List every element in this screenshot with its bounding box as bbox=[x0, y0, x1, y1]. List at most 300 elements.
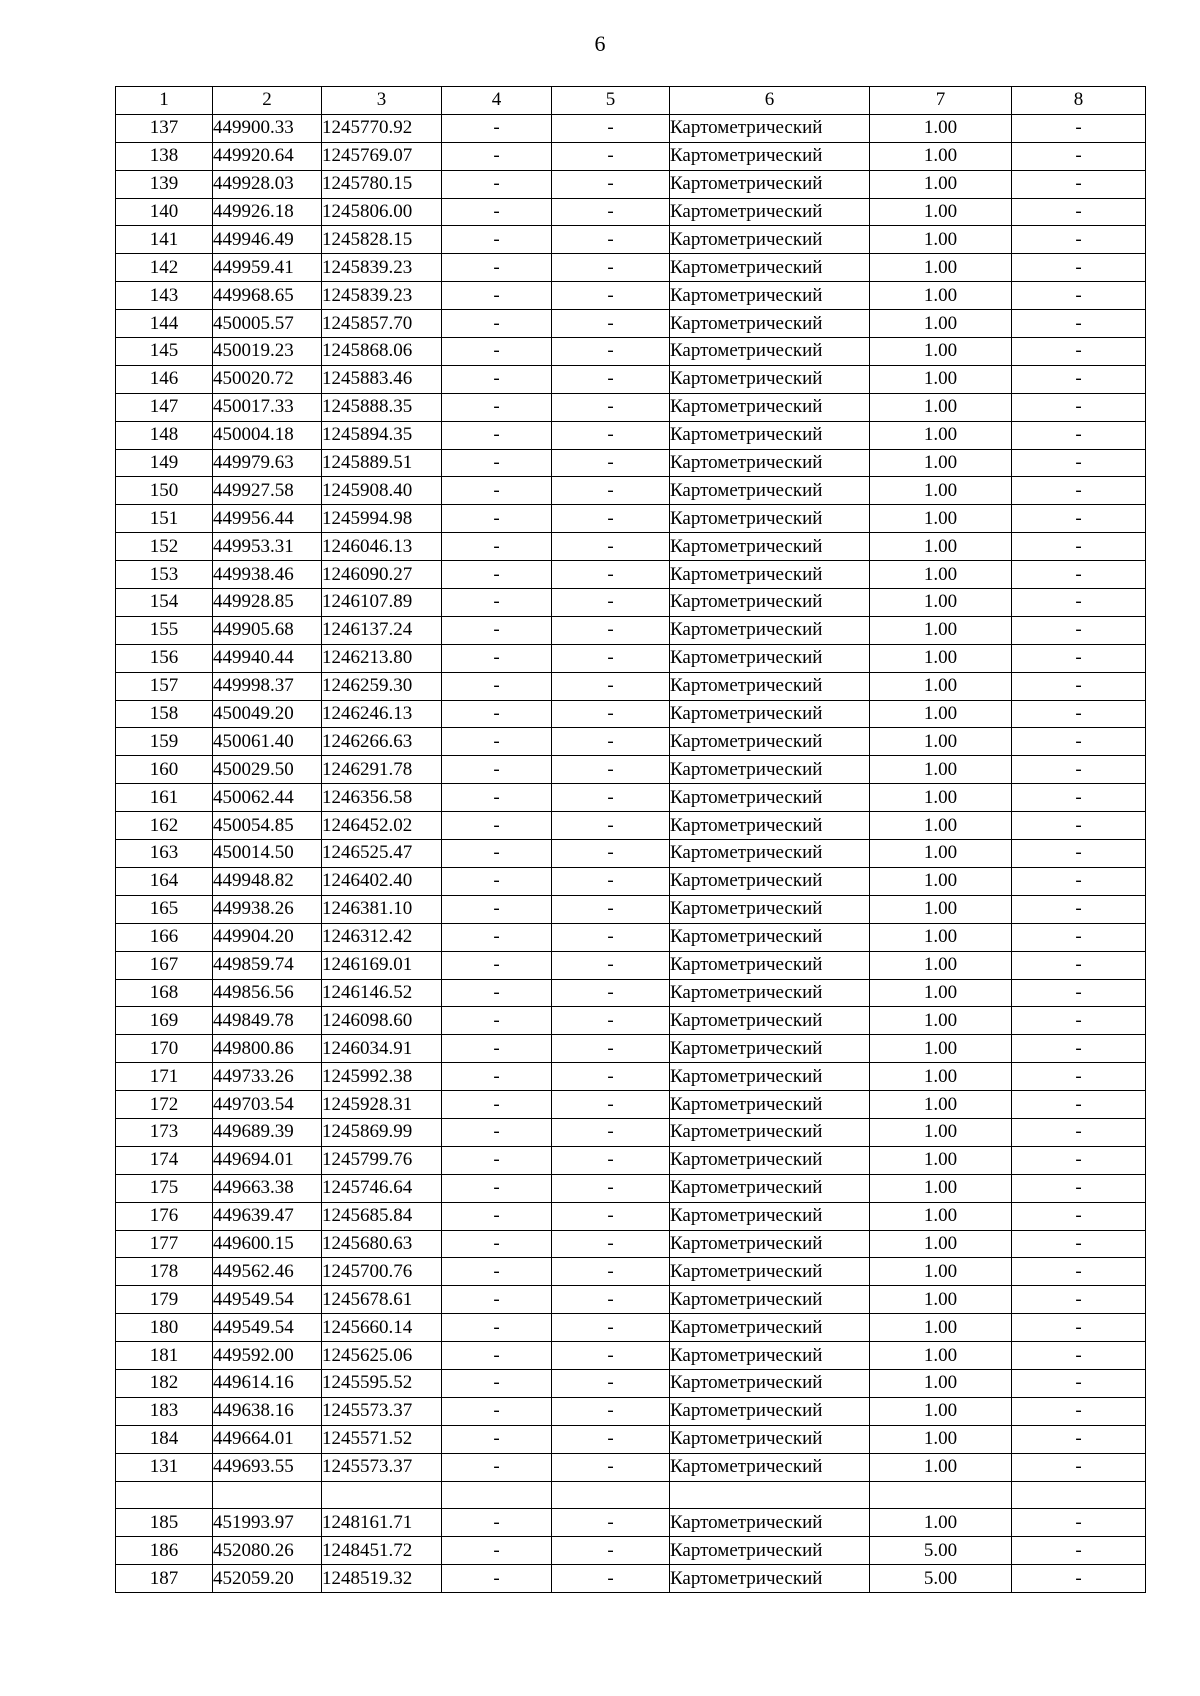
column-header: 7 bbox=[870, 87, 1012, 115]
table-cell: Картометрический bbox=[670, 338, 870, 366]
table-cell: - bbox=[442, 1342, 552, 1370]
table-row bbox=[116, 895, 1146, 923]
table-cell: - bbox=[442, 477, 552, 505]
table-cell: Картометрический bbox=[670, 310, 870, 338]
table-row bbox=[116, 282, 1146, 310]
table-cell: - bbox=[552, 1397, 670, 1425]
table-cell: - bbox=[552, 505, 670, 533]
table-row bbox=[116, 1453, 1146, 1481]
table-row bbox=[116, 1342, 1146, 1370]
table-cell: Картометрический bbox=[670, 282, 870, 310]
table-cell: - bbox=[1012, 142, 1146, 170]
table-cell: 1246213.80 bbox=[322, 644, 442, 672]
table-cell: 1.00 bbox=[870, 1286, 1012, 1314]
table-cell: 151 bbox=[116, 505, 213, 533]
table-cell: - bbox=[552, 784, 670, 812]
table-cell: 1.00 bbox=[870, 1453, 1012, 1481]
table-cell: 449959.41 bbox=[213, 254, 322, 282]
table-cell: Картометрический bbox=[670, 1035, 870, 1063]
table-cell: 1245992.38 bbox=[322, 1063, 442, 1091]
table-cell: - bbox=[1012, 1565, 1146, 1593]
table-cell: 450019.23 bbox=[213, 338, 322, 366]
table-cell: 1245839.23 bbox=[322, 254, 442, 282]
table-cell: 1246356.58 bbox=[322, 784, 442, 812]
table-cell: - bbox=[442, 1537, 552, 1565]
table-cell: - bbox=[552, 1314, 670, 1342]
table-cell: Картометрический bbox=[670, 505, 870, 533]
table-cell: 147 bbox=[116, 393, 213, 421]
table-row bbox=[116, 979, 1146, 1007]
table-row bbox=[116, 142, 1146, 170]
table-cell: 449968.65 bbox=[213, 282, 322, 310]
table-cell: - bbox=[552, 561, 670, 589]
table-cell: 449938.26 bbox=[213, 895, 322, 923]
table-cell: 177 bbox=[116, 1230, 213, 1258]
table-cell: - bbox=[442, 1007, 552, 1035]
table-cell: Картометрический bbox=[670, 756, 870, 784]
table-cell: - bbox=[552, 840, 670, 868]
table-cell: 449904.20 bbox=[213, 923, 322, 951]
table-cell: - bbox=[1012, 616, 1146, 644]
table-cell: 449663.38 bbox=[213, 1174, 322, 1202]
table-cell: - bbox=[552, 477, 670, 505]
table-row bbox=[116, 867, 1146, 895]
table-row bbox=[116, 1509, 1146, 1537]
table-cell: - bbox=[552, 1509, 670, 1537]
table-cell: 449562.46 bbox=[213, 1258, 322, 1286]
table-cell: - bbox=[552, 421, 670, 449]
table-cell: 173 bbox=[116, 1118, 213, 1146]
table-cell: - bbox=[1012, 1537, 1146, 1565]
table-cell: - bbox=[552, 1063, 670, 1091]
table-cell bbox=[1012, 1481, 1146, 1509]
table-cell: 449639.47 bbox=[213, 1202, 322, 1230]
table-cell: - bbox=[442, 533, 552, 561]
table-cell: 449926.18 bbox=[213, 198, 322, 226]
table-cell: 1245770.92 bbox=[322, 114, 442, 142]
table-cell: - bbox=[552, 1035, 670, 1063]
table-row bbox=[116, 1118, 1146, 1146]
table-row bbox=[116, 812, 1146, 840]
table-cell: 1.00 bbox=[870, 756, 1012, 784]
table-cell: 1.00 bbox=[870, 114, 1012, 142]
table-cell: 1246169.01 bbox=[322, 951, 442, 979]
table-cell: Картометрический bbox=[670, 1286, 870, 1314]
table-cell: 1245888.35 bbox=[322, 393, 442, 421]
table-cell: 1.00 bbox=[870, 365, 1012, 393]
table-cell: Картометрический bbox=[670, 1007, 870, 1035]
table-cell: 1245678.61 bbox=[322, 1286, 442, 1314]
table-row bbox=[116, 421, 1146, 449]
table-cell: 1245799.76 bbox=[322, 1146, 442, 1174]
table-cell: 1.00 bbox=[870, 533, 1012, 561]
table-cell: - bbox=[552, 1091, 670, 1119]
table-cell: 1.00 bbox=[870, 1397, 1012, 1425]
table-row bbox=[116, 198, 1146, 226]
table-cell: Картометрический bbox=[670, 867, 870, 895]
table-cell: 131 bbox=[116, 1453, 213, 1481]
table-cell: Картометрический bbox=[670, 533, 870, 561]
table-cell: - bbox=[552, 616, 670, 644]
table-cell: Картометрический bbox=[670, 198, 870, 226]
table-cell: - bbox=[1012, 1174, 1146, 1202]
table-cell: Картометрический bbox=[670, 1202, 870, 1230]
table-cell: - bbox=[442, 1202, 552, 1230]
table-cell: 449733.26 bbox=[213, 1063, 322, 1091]
table-cell: 449592.00 bbox=[213, 1342, 322, 1370]
table-cell: - bbox=[442, 812, 552, 840]
table-cell: - bbox=[1012, 1397, 1146, 1425]
table-row bbox=[116, 393, 1146, 421]
table-cell: - bbox=[442, 226, 552, 254]
table-cell: - bbox=[552, 114, 670, 142]
table-cell: Картометрический bbox=[670, 840, 870, 868]
table-cell: - bbox=[442, 142, 552, 170]
column-header: 8 bbox=[1012, 87, 1146, 115]
table-cell: 450054.85 bbox=[213, 812, 322, 840]
table-row bbox=[116, 310, 1146, 338]
table-cell: 163 bbox=[116, 840, 213, 868]
table-cell: 1.00 bbox=[870, 1425, 1012, 1453]
table-cell: - bbox=[552, 895, 670, 923]
table-cell: - bbox=[552, 393, 670, 421]
table-cell: 185 bbox=[116, 1509, 213, 1537]
table-cell: 1245660.14 bbox=[322, 1314, 442, 1342]
table-cell: - bbox=[552, 338, 670, 366]
table-cell: 139 bbox=[116, 170, 213, 198]
table-cell: - bbox=[552, 700, 670, 728]
table-cell: 1.00 bbox=[870, 867, 1012, 895]
table-cell: 1245889.51 bbox=[322, 449, 442, 477]
table-cell: Картометрический bbox=[670, 254, 870, 282]
table-cell: - bbox=[552, 951, 670, 979]
table-cell: 449979.63 bbox=[213, 449, 322, 477]
table-cell: 1.00 bbox=[870, 784, 1012, 812]
table-cell bbox=[552, 1481, 670, 1509]
column-header: 2 bbox=[213, 87, 322, 115]
table-cell: 1.00 bbox=[870, 1509, 1012, 1537]
table-row bbox=[116, 1174, 1146, 1202]
table-cell: - bbox=[552, 1342, 670, 1370]
table-cell: - bbox=[442, 951, 552, 979]
table-cell: 449998.37 bbox=[213, 672, 322, 700]
table-row bbox=[116, 477, 1146, 505]
table-row bbox=[116, 1146, 1146, 1174]
table-cell: Картометрический bbox=[670, 365, 870, 393]
table-header-row bbox=[116, 87, 1146, 115]
table-cell: - bbox=[442, 1063, 552, 1091]
table-cell: - bbox=[442, 449, 552, 477]
table-cell: Картометрический bbox=[670, 226, 870, 254]
table-cell: - bbox=[552, 1230, 670, 1258]
table-cell: 182 bbox=[116, 1369, 213, 1397]
table-row bbox=[116, 505, 1146, 533]
table-cell: - bbox=[552, 1565, 670, 1593]
table-cell: - bbox=[1012, 393, 1146, 421]
table-cell: Картометрический bbox=[670, 1537, 870, 1565]
table-cell bbox=[870, 1481, 1012, 1509]
table-row bbox=[116, 756, 1146, 784]
table-cell: 178 bbox=[116, 1258, 213, 1286]
table-cell: - bbox=[552, 1258, 670, 1286]
table-cell: 450061.40 bbox=[213, 728, 322, 756]
table-cell: - bbox=[442, 616, 552, 644]
table-cell: - bbox=[442, 393, 552, 421]
table-cell: 1.00 bbox=[870, 1202, 1012, 1230]
table-cell: 449549.54 bbox=[213, 1314, 322, 1342]
table-cell: 1.00 bbox=[870, 1369, 1012, 1397]
table-cell: - bbox=[1012, 282, 1146, 310]
table-cell: 160 bbox=[116, 756, 213, 784]
table-cell: 1.00 bbox=[870, 644, 1012, 672]
table-cell: - bbox=[442, 700, 552, 728]
table-cell: 179 bbox=[116, 1286, 213, 1314]
table-cell: 1.00 bbox=[870, 505, 1012, 533]
table-cell: 449927.58 bbox=[213, 477, 322, 505]
table-cell: 152 bbox=[116, 533, 213, 561]
table-cell: - bbox=[1012, 923, 1146, 951]
table-cell: Картометрический bbox=[670, 700, 870, 728]
table-cell: Картометрический bbox=[670, 784, 870, 812]
table-cell: - bbox=[552, 198, 670, 226]
table-cell: Картометрический bbox=[670, 1397, 870, 1425]
table-cell: 449946.49 bbox=[213, 226, 322, 254]
table-row bbox=[116, 1035, 1146, 1063]
table-cell: - bbox=[442, 840, 552, 868]
table-cell: 158 bbox=[116, 700, 213, 728]
table-cell: - bbox=[552, 1007, 670, 1035]
table-cell: - bbox=[552, 923, 670, 951]
table-cell: 1246146.52 bbox=[322, 979, 442, 1007]
table-cell: 1.00 bbox=[870, 421, 1012, 449]
table-cell: - bbox=[442, 867, 552, 895]
table-cell: - bbox=[442, 1314, 552, 1342]
table-cell: - bbox=[1012, 1118, 1146, 1146]
table-cell: 449956.44 bbox=[213, 505, 322, 533]
table-cell: 1.00 bbox=[870, 616, 1012, 644]
table-cell: 1.00 bbox=[870, 1035, 1012, 1063]
table-cell: 449693.55 bbox=[213, 1453, 322, 1481]
table-cell: - bbox=[1012, 449, 1146, 477]
table-cell: 1.00 bbox=[870, 170, 1012, 198]
table-cell: Картометрический bbox=[670, 812, 870, 840]
table-cell: - bbox=[552, 226, 670, 254]
table-cell: - bbox=[442, 672, 552, 700]
table-cell: - bbox=[442, 114, 552, 142]
table-cell: - bbox=[1012, 700, 1146, 728]
table-cell: - bbox=[552, 979, 670, 1007]
table-cell: 1246034.91 bbox=[322, 1035, 442, 1063]
table-cell: 137 bbox=[116, 114, 213, 142]
table-row bbox=[116, 449, 1146, 477]
table-cell: - bbox=[1012, 895, 1146, 923]
table-cell: - bbox=[552, 449, 670, 477]
table-cell: - bbox=[1012, 1314, 1146, 1342]
table-cell: 143 bbox=[116, 282, 213, 310]
table-cell: - bbox=[552, 1202, 670, 1230]
table-cell: - bbox=[552, 644, 670, 672]
table-cell: - bbox=[1012, 1453, 1146, 1481]
table-cell: 1245625.06 bbox=[322, 1342, 442, 1370]
table-cell: Картометрический bbox=[670, 589, 870, 617]
table-cell: 1.00 bbox=[870, 812, 1012, 840]
table-cell: 164 bbox=[116, 867, 213, 895]
table-cell: 1246246.13 bbox=[322, 700, 442, 728]
table-cell: 172 bbox=[116, 1091, 213, 1119]
table-cell: - bbox=[442, 338, 552, 366]
table-cell: 180 bbox=[116, 1314, 213, 1342]
table-row bbox=[116, 1091, 1146, 1119]
table-cell: 187 bbox=[116, 1565, 213, 1593]
table-cell: 145 bbox=[116, 338, 213, 366]
table-cell: 1.00 bbox=[870, 477, 1012, 505]
table-cell: 1245573.37 bbox=[322, 1397, 442, 1425]
table-cell: 1245806.00 bbox=[322, 198, 442, 226]
table-row bbox=[116, 1481, 1146, 1509]
table-cell: 1246090.27 bbox=[322, 561, 442, 589]
table-cell bbox=[116, 1481, 213, 1509]
table-cell: 170 bbox=[116, 1035, 213, 1063]
column-header: 4 bbox=[442, 87, 552, 115]
table-cell: 1.00 bbox=[870, 589, 1012, 617]
table-row bbox=[116, 1425, 1146, 1453]
table-cell: - bbox=[552, 756, 670, 784]
table-cell: Картометрический bbox=[670, 1258, 870, 1286]
table-cell: 1.00 bbox=[870, 282, 1012, 310]
table-cell: - bbox=[552, 812, 670, 840]
table-cell: 450017.33 bbox=[213, 393, 322, 421]
table-cell: - bbox=[1012, 728, 1146, 756]
table-cell: - bbox=[1012, 505, 1146, 533]
table-cell: 1.00 bbox=[870, 142, 1012, 170]
table-cell: 141 bbox=[116, 226, 213, 254]
column-header: 3 bbox=[322, 87, 442, 115]
table-cell: - bbox=[1012, 1007, 1146, 1035]
table-row bbox=[116, 1230, 1146, 1258]
table-cell: 1.00 bbox=[870, 338, 1012, 366]
table-cell: - bbox=[1012, 533, 1146, 561]
table-cell: 1246107.89 bbox=[322, 589, 442, 617]
table-cell: - bbox=[442, 1565, 552, 1593]
table-cell: 1.00 bbox=[870, 672, 1012, 700]
table-cell: Картометрический bbox=[670, 1230, 870, 1258]
table-cell: 1245869.99 bbox=[322, 1118, 442, 1146]
table-cell: - bbox=[1012, 784, 1146, 812]
table-cell: 1245857.70 bbox=[322, 310, 442, 338]
table-cell: 1245680.63 bbox=[322, 1230, 442, 1258]
table-cell: - bbox=[442, 1146, 552, 1174]
table-row bbox=[116, 254, 1146, 282]
table-cell: 1.00 bbox=[870, 1342, 1012, 1370]
table-cell: 1245573.37 bbox=[322, 1453, 442, 1481]
table-cell: - bbox=[1012, 477, 1146, 505]
table-cell: Картометрический bbox=[670, 728, 870, 756]
table-cell: 1.00 bbox=[870, 700, 1012, 728]
table-cell: 1245769.07 bbox=[322, 142, 442, 170]
table-cell: 449600.15 bbox=[213, 1230, 322, 1258]
table-cell: - bbox=[1012, 1230, 1146, 1258]
table-cell: - bbox=[442, 170, 552, 198]
table-cell: - bbox=[442, 589, 552, 617]
table-cell: 1246137.24 bbox=[322, 616, 442, 644]
table-cell: - bbox=[1012, 644, 1146, 672]
table-cell: 1.00 bbox=[870, 254, 1012, 282]
table-cell: Картометрический bbox=[670, 1174, 870, 1202]
table-cell: Картометрический bbox=[670, 1091, 870, 1119]
table-cell: Картометрический bbox=[670, 1063, 870, 1091]
table-cell: 1245908.40 bbox=[322, 477, 442, 505]
table-row bbox=[116, 923, 1146, 951]
table-row bbox=[116, 1537, 1146, 1565]
table-cell: - bbox=[1012, 1091, 1146, 1119]
table-cell: - bbox=[552, 1537, 670, 1565]
table-cell: - bbox=[552, 282, 670, 310]
table-cell: 171 bbox=[116, 1063, 213, 1091]
table-cell: 1.00 bbox=[870, 1063, 1012, 1091]
table-cell bbox=[442, 1481, 552, 1509]
table-cell: 449920.64 bbox=[213, 142, 322, 170]
table-row bbox=[116, 1007, 1146, 1035]
table-cell: 148 bbox=[116, 421, 213, 449]
table-cell: 1245868.06 bbox=[322, 338, 442, 366]
table-cell: - bbox=[1012, 421, 1146, 449]
table-cell: Картометрический bbox=[670, 923, 870, 951]
table-row bbox=[116, 589, 1146, 617]
table-cell: - bbox=[1012, 365, 1146, 393]
table-cell: Картометрический bbox=[670, 477, 870, 505]
table-cell: Картометрический bbox=[670, 1565, 870, 1593]
table-cell: 1.00 bbox=[870, 1314, 1012, 1342]
table-row bbox=[116, 226, 1146, 254]
table-cell: 142 bbox=[116, 254, 213, 282]
table-cell: 450014.50 bbox=[213, 840, 322, 868]
table-cell: - bbox=[442, 784, 552, 812]
table-cell: - bbox=[1012, 198, 1146, 226]
table-cell: 449638.16 bbox=[213, 1397, 322, 1425]
table-cell: - bbox=[1012, 1425, 1146, 1453]
table-cell: 452059.20 bbox=[213, 1565, 322, 1593]
table-cell: 450049.20 bbox=[213, 700, 322, 728]
table-cell: - bbox=[552, 254, 670, 282]
table-cell: 1.00 bbox=[870, 728, 1012, 756]
table-cell: 449800.86 bbox=[213, 1035, 322, 1063]
table-cell bbox=[213, 1481, 322, 1509]
table-cell: 1.00 bbox=[870, 923, 1012, 951]
table-cell: 1.00 bbox=[870, 1007, 1012, 1035]
coordinates-table bbox=[115, 86, 1146, 1593]
table-cell: - bbox=[1012, 1258, 1146, 1286]
table-cell: Картометрический bbox=[670, 561, 870, 589]
table-cell: Картометрический bbox=[670, 393, 870, 421]
table-cell: 1.00 bbox=[870, 840, 1012, 868]
table-cell: 146 bbox=[116, 365, 213, 393]
table-cell: - bbox=[442, 1453, 552, 1481]
table-cell: - bbox=[1012, 170, 1146, 198]
table-cell: 1245746.64 bbox=[322, 1174, 442, 1202]
table-cell: 153 bbox=[116, 561, 213, 589]
table-cell: 155 bbox=[116, 616, 213, 644]
table-cell: 1.00 bbox=[870, 310, 1012, 338]
table-cell: - bbox=[1012, 338, 1146, 366]
table-cell: - bbox=[1012, 1202, 1146, 1230]
table-cell: - bbox=[1012, 1146, 1146, 1174]
table-cell: - bbox=[442, 1425, 552, 1453]
table-cell: 1248161.71 bbox=[322, 1509, 442, 1537]
table-cell: 1245883.46 bbox=[322, 365, 442, 393]
table-cell: - bbox=[442, 198, 552, 226]
table-row bbox=[116, 561, 1146, 589]
table-cell: 1.00 bbox=[870, 449, 1012, 477]
